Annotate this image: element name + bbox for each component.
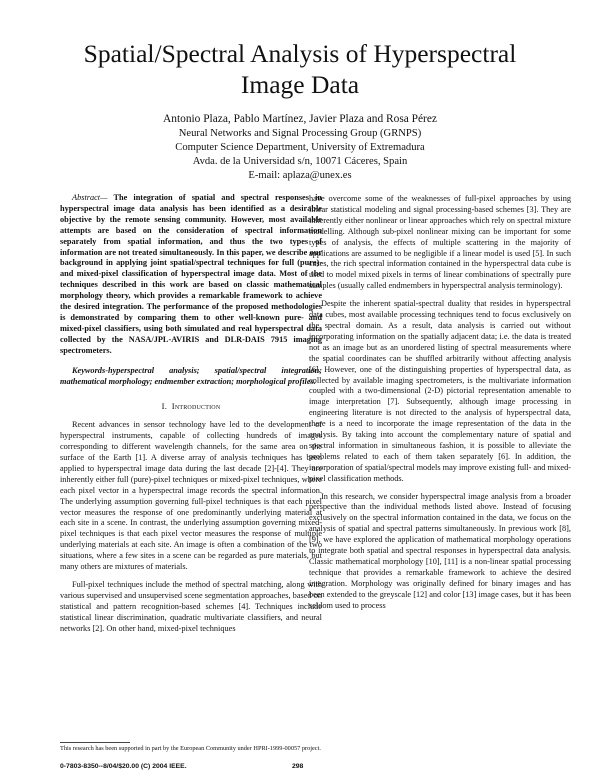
section-heading-introduction (60, 401, 322, 412)
affiliation-address: Avda. de la Universidad s/n, 10071 Cáceres, Spain (192, 156, 408, 167)
intro-paragraph-1: Recent advances in sensor technology have led to the development of hyperspectral instruments, capable of collecting hundreds of images corresponding to different wavelength channels, for the same area on the surface of the Earth [1]. A diverse array of analysis techniques has been applied to hyperspectral image data during the last decade [2]-[4]. They are inherently either full (pure)-pixel techniques or mixed-pixel techniques, where each pixel vector in a hyperspectral image records the spectral information. The underlying assumption governing full-pixel techniques is that each pixel vector measures the response of one predominantly underlying material at each site in a scene. In contrast, the underlying assumption governing mixed-pixel techniques is that each pixel vector measures the response of multiple underlying materials at each site. An image is often a combination of the two situations, where a few sites in a scene can be regarded as pure materials, but many others are mixtures of materials. (60, 420, 322, 572)
abstract (60, 193, 322, 357)
intro-paragraph-3: Despite the inherent spatial-spectral duality that resides in hyperspectral data cubes, most available processing techniques tend to focus exclusively on the spectral domain. As a result, data analysis is carried out without incorporating information on the spatially adjacent data; i.e. the data is treated not as an image but as an unordered listing of spectral measurements where the spatial coordinates can be shuffled arbitrarily without affecting analysis [6]. However, one of the distinguishing properties of hyperspectral data, as collected by available imaging spectrometers, is the multivariate information coupled with a two-dimensional (2-D) pictorial representation amenable to image interpretation [7]. Subsequently, although image processing in engineering literature is not directed to the analysis of hyperspectral data, there is a need to incorporate the image representation of the data in the analysis. By taking into account the complementary nature of spatial and spectral information in simultaneous fashion, it is possible to alleviate the problems related to each of them taken separately [6]. In addition, the incorporation of spatial/spectral models may improve existing full- and mixed-pixel classification methods. (309, 299, 571, 483)
author-names: Antonio Plaza, Pablo Martínez, Javier Plaza and Rosa Pérez (163, 113, 437, 125)
page-number: 298 (292, 763, 304, 770)
keywords: Keywords-hyperspectral analysis; spatial/spectral integration; mathematical morphology; endmember extraction; morphological profiles. (60, 365, 322, 386)
section-number: I. (161, 401, 168, 412)
abstract-text: The integration of spatial and spectral responses in hyperspectral image data analysis has been identified as a desirable objective by the remote sensing community. However, most available attempts are based on the consideration of spectral information separately from spatial information, and thus the two types of information are not treated simultaneously. In this paper, we describe our background in applying joint spatial/spectral techniques for full (pure)- and mixed-pixel classification of hyperspectral image data. Most of the techniques described in this work are based on classic mathematical morphology theory, which provides a remarkable framework to achieve the desired integration. The performance of the proposed methodologies is demonstrated by comparing them to other well-known pure- and mixed-pixel classifiers, using both simulated and real hyperspectral data collected by the NASA/JPL-AVIRIS and DLR-DAIS 7915 imaging spectrometers. (60, 193, 322, 355)
footnote: This research has been supported in part by the European Community under HPRI-1999-00057 project. (60, 745, 321, 752)
intro-paragraph-2-continued: have overcome some of the weaknesses of full-pixel approaches by using linear statistical modeling and signal processing-based schemes [3]. They are inherently either nonlinear or linear approaches which rely on spectral mixture modelling. Although sub-pixel nonlinear mixing can be important for some types of analysis, the effects of multiple scattering in the majority of applications are assumed to be negligible if a linear model is used [5]. In such cases, the rich spectral information contained in the hyperspectral data cube is used to model mixed pixels in terms of linear combinations of spectrally pure samples (usually called endmembers in hyperspectral analysis terminology). (309, 194, 571, 291)
abstract-lead: Abstract— (72, 193, 108, 202)
section-title: Introduction (171, 401, 221, 412)
intro-paragraph-4: In this research, we consider hyperspectral image analysis from a broader perspective than the individual methods listed above. Instead of focusing exclusively on the spectral information contained in the data, we focus on the analysis of spatial and spectral patterns simultaneously. In previous work [8], [9], we have explored the application of mathematical morphology operations to integrate both spatial and spectral responses in hyperspectral data analysis. Classic mathematical morphology [10], [11] is a non-linear spatial processing technique that provides a remarkable framework to achieve the desired integration. Morphology was originally defined for binary images and has been extended to the greyscale [12] and color [13] image cases, but it has been seldom used to process (309, 491, 571, 610)
right-column (309, 194, 571, 612)
paper-title (60, 38, 540, 100)
affiliation-department: Computer Science Department, University of Extremadura (175, 142, 425, 153)
affiliation-group: Neural Networks and Signal Processing Group (GRNPS) (178, 128, 422, 139)
title-line-1: Spatial/Spectral Analysis of Hyperspectral (83, 39, 517, 68)
left-column (60, 193, 322, 635)
copyright-line: 0-7803-8350--8/04/$20.00 (C) 2004 IEEE. (60, 763, 187, 770)
title-line-2: Image Data (240, 70, 360, 99)
intro-paragraph-2: Full-pixel techniques include the method of spectral matching, along with various supervised and unsupervised scene segmentation approaches, based on statistical and pattern recognition-based schemes [4]. Techniques include statistical linear discrimination, quadratic multivariate classifiers, and neural networks [2]. On other hand, mixed-pixel techniques (60, 580, 322, 633)
author-block (80, 112, 520, 183)
author-email: E-mail: aplaza@unex.es (248, 170, 352, 181)
